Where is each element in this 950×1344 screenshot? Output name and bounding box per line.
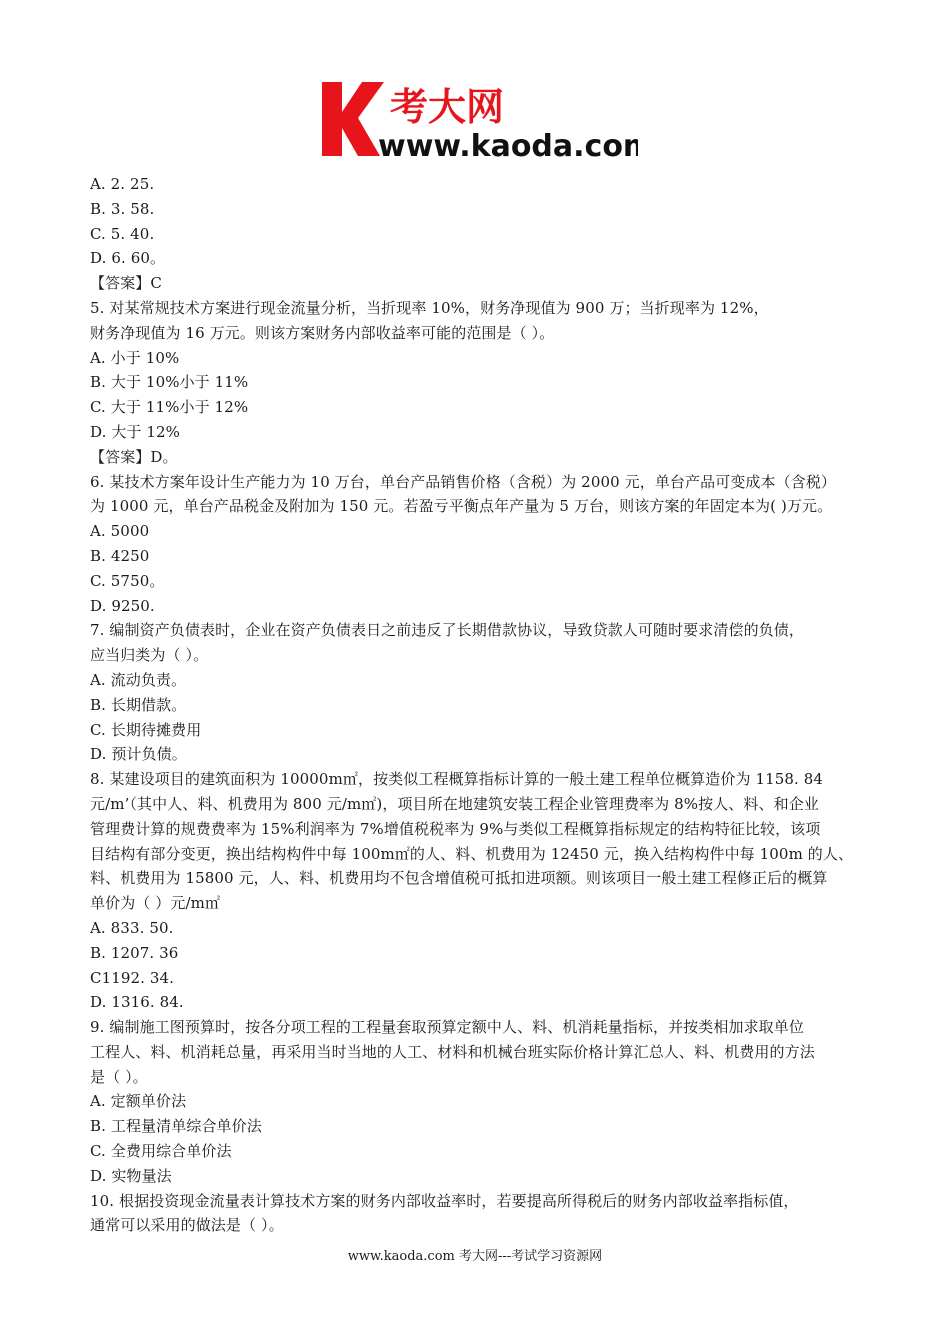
text-line: B. 工程量清单综合单价法 [90, 1117, 262, 1136]
kaoda-logo [318, 78, 638, 164]
text-line: A. 833. 50. [90, 918, 174, 937]
text-line: D. 6. 60。 [90, 249, 166, 268]
text-line: 【答案】D。 [90, 447, 178, 466]
text-line: C. 5. 40. [90, 224, 155, 243]
text-line: D. 1316. 84. [90, 993, 184, 1012]
text-line: 管理费计算的规费费率为 15%利润率为 7%增值税税率为 9%与类似工程概算指标规定的结构特征比较，该项 [90, 819, 821, 838]
text-line: 5. 对某常规技术方案进行现金流量分析，当折现率 10%，财务净现值为 900 万；当折现率为 12%， [90, 298, 769, 317]
text-line: C. 大于 11%小于 12% [90, 398, 249, 417]
text-line: D. 9250. [90, 596, 155, 615]
text-line: 8. 某建设项目的建筑面积为 10000m㎡，按类似工程概算指标计算的一般土建工程单位概算造价为 1158. 84 [90, 770, 824, 789]
text-line: D. 预计负债。 [90, 745, 187, 764]
text-line: 9. 编制施工图预算时，按各分项工程的工程量套取预算定额中人、料、机消耗量指标，并按类相加求取单位 [90, 1018, 804, 1037]
text-line: A. 2. 25. [90, 175, 155, 193]
logo-k-icon [322, 82, 384, 156]
logo-url-text: www.kaoda.com [378, 129, 638, 164]
text-line: C. 全费用综合单价法 [90, 1142, 232, 1161]
logo-cn-name: 考大网 [390, 85, 505, 129]
text-line: C. 5750。 [90, 571, 165, 590]
text-line: B. 3. 58. [90, 199, 155, 218]
text-line: 元/m’（其中人、料、机费用为 800 元/m㎡)，项目所在地建筑安装工程企业管理费率为 8%按人、料、和企业 [90, 794, 819, 813]
page-footer: www.kaoda.com 考大网---考试学习资源网 [347, 1249, 603, 1264]
text-line: 10. 根据投资现金流量表计算技术方案的财务内部收益率时，若要提高所得税后的财务内部收益率指标值， [90, 1191, 799, 1210]
text-line: D. 大于 12% [90, 422, 181, 441]
text-line: B. 4250 [90, 546, 150, 565]
text-line: 为 1000 元，单台产品税金及附加为 150 元。若盈亏平衡点年产量为 5 万台，则该方案的年固定本为( )万元。 [90, 497, 833, 516]
text-line: 通常可以采用的做法是（ ）。 [90, 1216, 284, 1235]
text-line: 【答案】C [90, 274, 162, 293]
kaoda-logo-graphic [318, 78, 638, 164]
document-body [90, 172, 870, 1238]
text-line: C1192. 34. [90, 968, 175, 987]
text-line: A. 定额单价法 [90, 1092, 187, 1111]
text-line: B. 长期借款。 [90, 695, 187, 714]
text-line: A. 流动负责。 [90, 670, 187, 689]
text-line: A. 5000 [90, 522, 150, 541]
text-line: B. 1207. 36 [90, 943, 179, 962]
text-line: D. 实物量法 [90, 1166, 172, 1185]
text-line: A. 小于 10% [90, 348, 180, 367]
text-line: 目结构有部分变更，换出结构构件中每 100m㎡的人、料、机费用为 12450 元，换入结构构件中每 100m 的人、 [90, 844, 854, 863]
text-line: 工程人、料、机消耗总量，再采用当时当地的人工、材料和机械台班实际价格计算汇总人、料、机费用的方法 [90, 1042, 815, 1061]
text-line: 财务净现值为 16 万元。则该方案财务内部收益率可能的范围是（ ）。 [90, 323, 555, 342]
text-line: C. 长期待摊费用 [90, 720, 202, 739]
text-line: 6. 某技术方案年设计生产能力为 10 万台，单台产品销售价格（含税）为 2000 元，单台产品可变成本（含税） [90, 472, 837, 491]
text-line: 7. 编制资产负债表时，企业在资产负债表日之前违反了长期借款协议，导致贷款人可随时要求清偿的负债， [90, 621, 804, 640]
text-line: B. 大于 10%小于 11% [90, 373, 249, 392]
text-line: 是（ ）。 [90, 1067, 148, 1086]
text-line: 料、机费用为 15800 元，人、料、机费用均不包含增值税可抵扣进项额。则该项目一般土建工程修正后的概算 [90, 869, 828, 888]
text-line: 单价为（ ）元/m㎡ [90, 894, 221, 913]
text-line: 应当归类为（ ）。 [90, 646, 209, 665]
